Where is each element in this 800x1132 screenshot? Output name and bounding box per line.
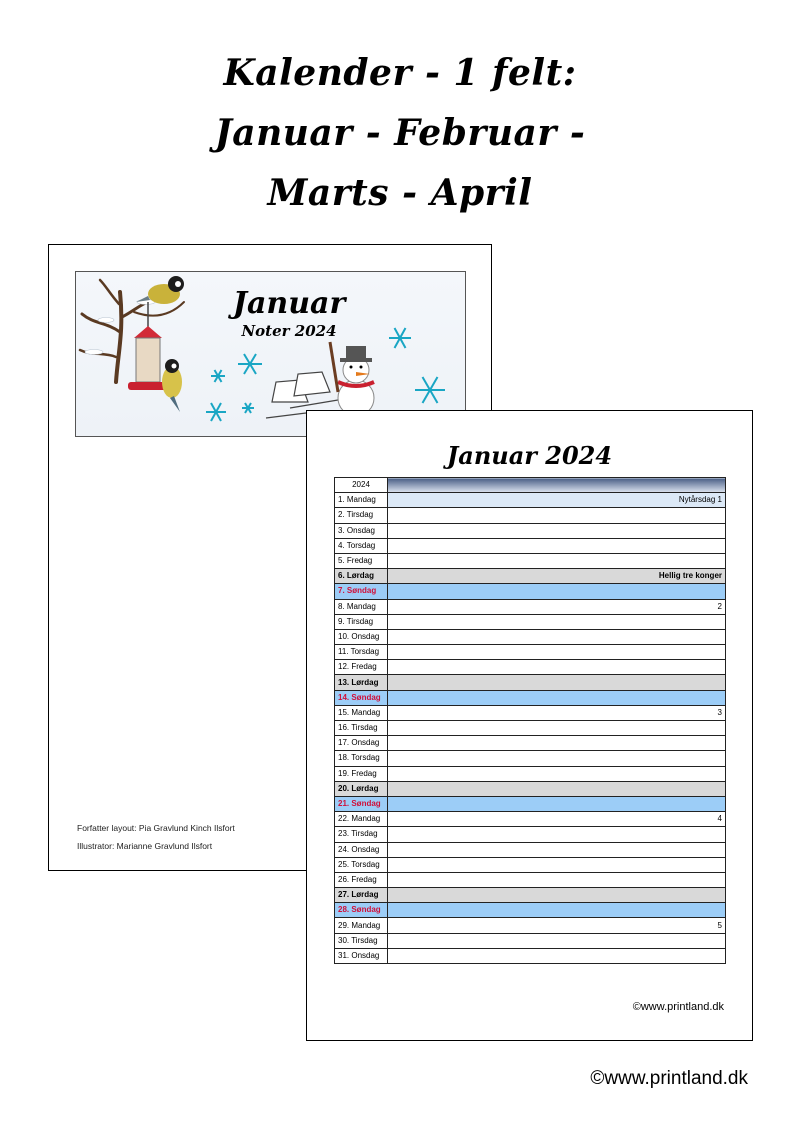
note-cell[interactable]: Hellig tre konger [388, 569, 726, 584]
note-cell[interactable] [388, 553, 726, 568]
day-label: 15. Mandag [335, 705, 388, 720]
calendar-title: Januar 2024 [446, 441, 613, 470]
illustrator-credit: Illustrator: Marianne Gravlund Ilsfort [77, 841, 213, 851]
day-label: 21. Søndag [335, 796, 388, 811]
note-cell[interactable] [388, 508, 726, 523]
day-label: 23. Tirsdag [335, 827, 388, 842]
day-label: 6. Lørdag [335, 569, 388, 584]
day-label: 12. Fredag [335, 660, 388, 675]
calendar-row [335, 508, 726, 523]
calendar-row [335, 842, 726, 857]
day-label: 4. Torsdag [335, 538, 388, 553]
calendar-page-preview [306, 410, 753, 1041]
note-cell[interactable] [388, 675, 726, 690]
heading-line-2: Januar - Februar - [214, 112, 586, 154]
calendar-row [335, 888, 726, 903]
day-label: 28. Søndag [335, 903, 388, 918]
note-cell[interactable] [388, 903, 726, 918]
calendar-row [335, 766, 726, 781]
calendar-row [335, 933, 726, 948]
day-label: 17. Onsdag [335, 736, 388, 751]
bird-icon [162, 359, 182, 412]
calendar-row [335, 584, 726, 599]
note-cell[interactable] [388, 614, 726, 629]
day-label: 10. Onsdag [335, 629, 388, 644]
calendar-table [334, 477, 726, 964]
calendar-row [335, 918, 726, 933]
day-label: 14. Søndag [335, 690, 388, 705]
calendar-row [335, 827, 726, 842]
calendar-header-row [335, 478, 726, 493]
calendar-row [335, 553, 726, 568]
calendar-row [335, 812, 726, 827]
day-label: 24. Onsdag [335, 842, 388, 857]
note-cell[interactable] [388, 523, 726, 538]
note-cell[interactable] [388, 766, 726, 781]
header-bar [388, 478, 726, 493]
note-cell[interactable] [388, 660, 726, 675]
day-label: 27. Lørdag [335, 888, 388, 903]
calendar-row [335, 660, 726, 675]
cover-title: Januar [232, 286, 346, 321]
calendar-row [335, 645, 726, 660]
calendar-row [335, 872, 726, 887]
calendar-row [335, 493, 726, 508]
note-cell[interactable] [388, 796, 726, 811]
day-label: 20. Lørdag [335, 781, 388, 796]
calendar-row [335, 751, 726, 766]
calendar-row [335, 796, 726, 811]
note-cell[interactable] [388, 736, 726, 751]
day-label: 29. Mandag [335, 918, 388, 933]
day-label: 1. Mandag [335, 493, 388, 508]
calendar-row [335, 599, 726, 614]
note-cell[interactable] [388, 827, 726, 842]
calendar-row [335, 903, 726, 918]
note-cell[interactable]: Nytårsdag 1 [388, 493, 726, 508]
note-cell[interactable]: 3 [388, 705, 726, 720]
calendar-row [335, 690, 726, 705]
snowman-icon [330, 342, 374, 416]
note-cell[interactable] [388, 538, 726, 553]
calendar-row [335, 948, 726, 963]
note-cell[interactable] [388, 933, 726, 948]
page-copyright: ©www.printland.dk [632, 1001, 724, 1013]
day-label: 18. Torsdag [335, 751, 388, 766]
day-label: 3. Onsdag [335, 523, 388, 538]
calendar-row [335, 675, 726, 690]
calendar-row [335, 569, 726, 584]
note-cell[interactable] [388, 645, 726, 660]
note-cell[interactable] [388, 690, 726, 705]
year-label: 2024 [335, 478, 388, 493]
cover-subtitle: Noter 2024 [241, 322, 337, 340]
calendar-row [335, 736, 726, 751]
calendar-row [335, 629, 726, 644]
note-cell[interactable] [388, 888, 726, 903]
day-label: 30. Tirsdag [335, 933, 388, 948]
note-cell[interactable]: 2 [388, 599, 726, 614]
note-cell[interactable]: 4 [388, 812, 726, 827]
day-label: 16. Tirsdag [335, 721, 388, 736]
day-label: 22. Mandag [335, 812, 388, 827]
day-label: 11. Torsdag [335, 645, 388, 660]
day-label: 25. Torsdag [335, 857, 388, 872]
calendar-row [335, 857, 726, 872]
day-label: 26. Fredag [335, 872, 388, 887]
bird-icon [136, 276, 184, 304]
calendar-row [335, 614, 726, 629]
day-label: 31. Onsdag [335, 948, 388, 963]
calendar-row [335, 538, 726, 553]
note-cell[interactable] [388, 721, 726, 736]
day-label: 9. Tirsdag [335, 614, 388, 629]
calendar-row [335, 781, 726, 796]
calendar-row [335, 705, 726, 720]
day-label: 7. Søndag [335, 584, 388, 599]
snowflake-icon [206, 328, 445, 421]
note-cell[interactable] [388, 872, 726, 887]
day-label: 19. Fredag [335, 766, 388, 781]
day-label: 2. Tirsdag [335, 508, 388, 523]
note-cell[interactable] [388, 751, 726, 766]
calendar-row [335, 721, 726, 736]
heading-line-1: Kalender - 1 felt: [223, 52, 577, 94]
day-label: 13. Lørdag [335, 675, 388, 690]
note-cell[interactable] [388, 781, 726, 796]
day-label: 5. Fredag [335, 553, 388, 568]
note-cell[interactable] [388, 629, 726, 644]
note-cell[interactable] [388, 842, 726, 857]
calendar-row [335, 523, 726, 538]
day-label: 8. Mandag [335, 599, 388, 614]
note-cell[interactable] [388, 857, 726, 872]
author-credit: Forfatter layout: Pia Gravlund Kinch Ilsfort [77, 823, 235, 833]
heading-line-3: Marts - April [267, 172, 533, 214]
note-cell[interactable] [388, 948, 726, 963]
note-cell[interactable] [388, 584, 726, 599]
note-cell[interactable]: 5 [388, 918, 726, 933]
footer-copyright: ©www.printland.dk [590, 1068, 748, 1089]
